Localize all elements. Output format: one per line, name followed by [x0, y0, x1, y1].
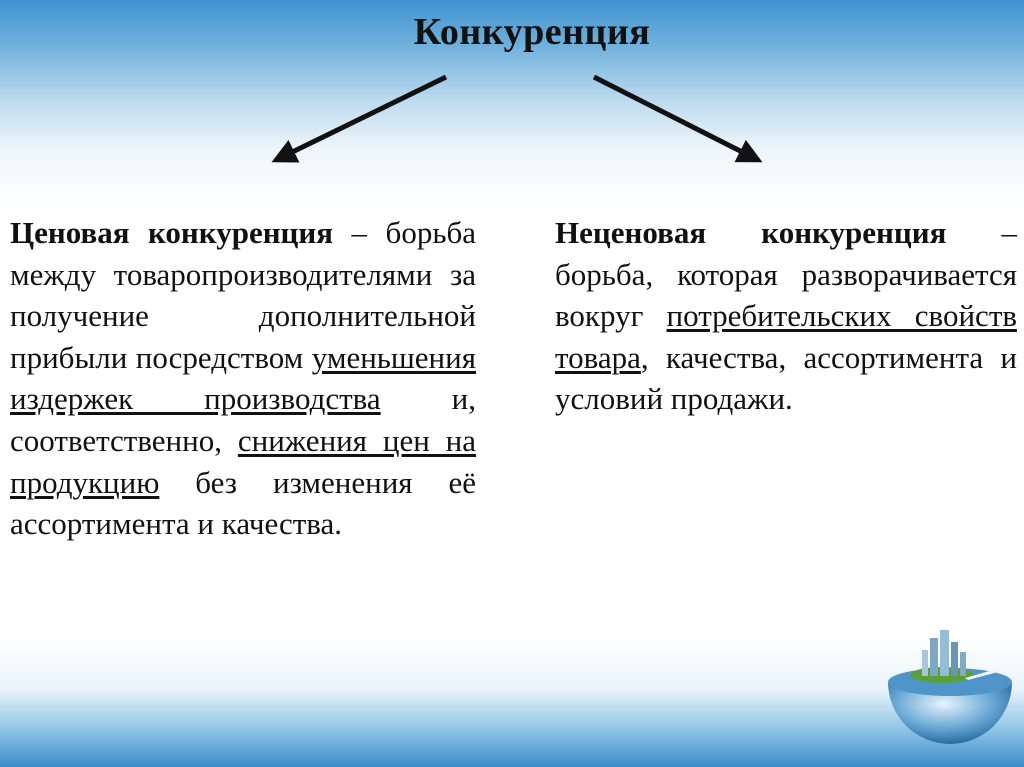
- non-price-competition-dash: –: [946, 215, 1017, 250]
- non-price-competition-text-1: борьба, которая разворачивается вокруг: [555, 256, 1017, 334]
- arrow-right: [594, 77, 758, 160]
- price-competition-dash: –: [333, 215, 386, 250]
- price-competition-block: [10, 212, 476, 545]
- price-competition-text-3: без изменения её ассортимента и качества.: [10, 464, 476, 542]
- diagram-title: Конкуренция: [413, 11, 651, 53]
- globe-city-decoration: [880, 620, 1020, 760]
- arrow-left: [276, 77, 446, 160]
- price-competition-text-2: и, соответственно,: [10, 381, 476, 458]
- non-price-competition-text-2: , качества, ассортимента и условий продажи.: [555, 339, 1017, 417]
- non-price-competition-block: [555, 212, 1017, 420]
- non-price-competition-underline-1: потребительских свойств товара: [555, 298, 1017, 375]
- non-price-competition-term: Неценовая конкуренция: [555, 215, 947, 250]
- price-competition-underline-1: уменьшения издержек производства: [10, 339, 476, 417]
- price-competition-term: Ценовая конкуренция: [10, 215, 334, 250]
- price-competition-text-1: борьба между товаропроизводителями за получение дополнительной прибыли посредством: [10, 215, 476, 375]
- price-competition-underline-2: снижения цен на продукцию: [10, 422, 477, 500]
